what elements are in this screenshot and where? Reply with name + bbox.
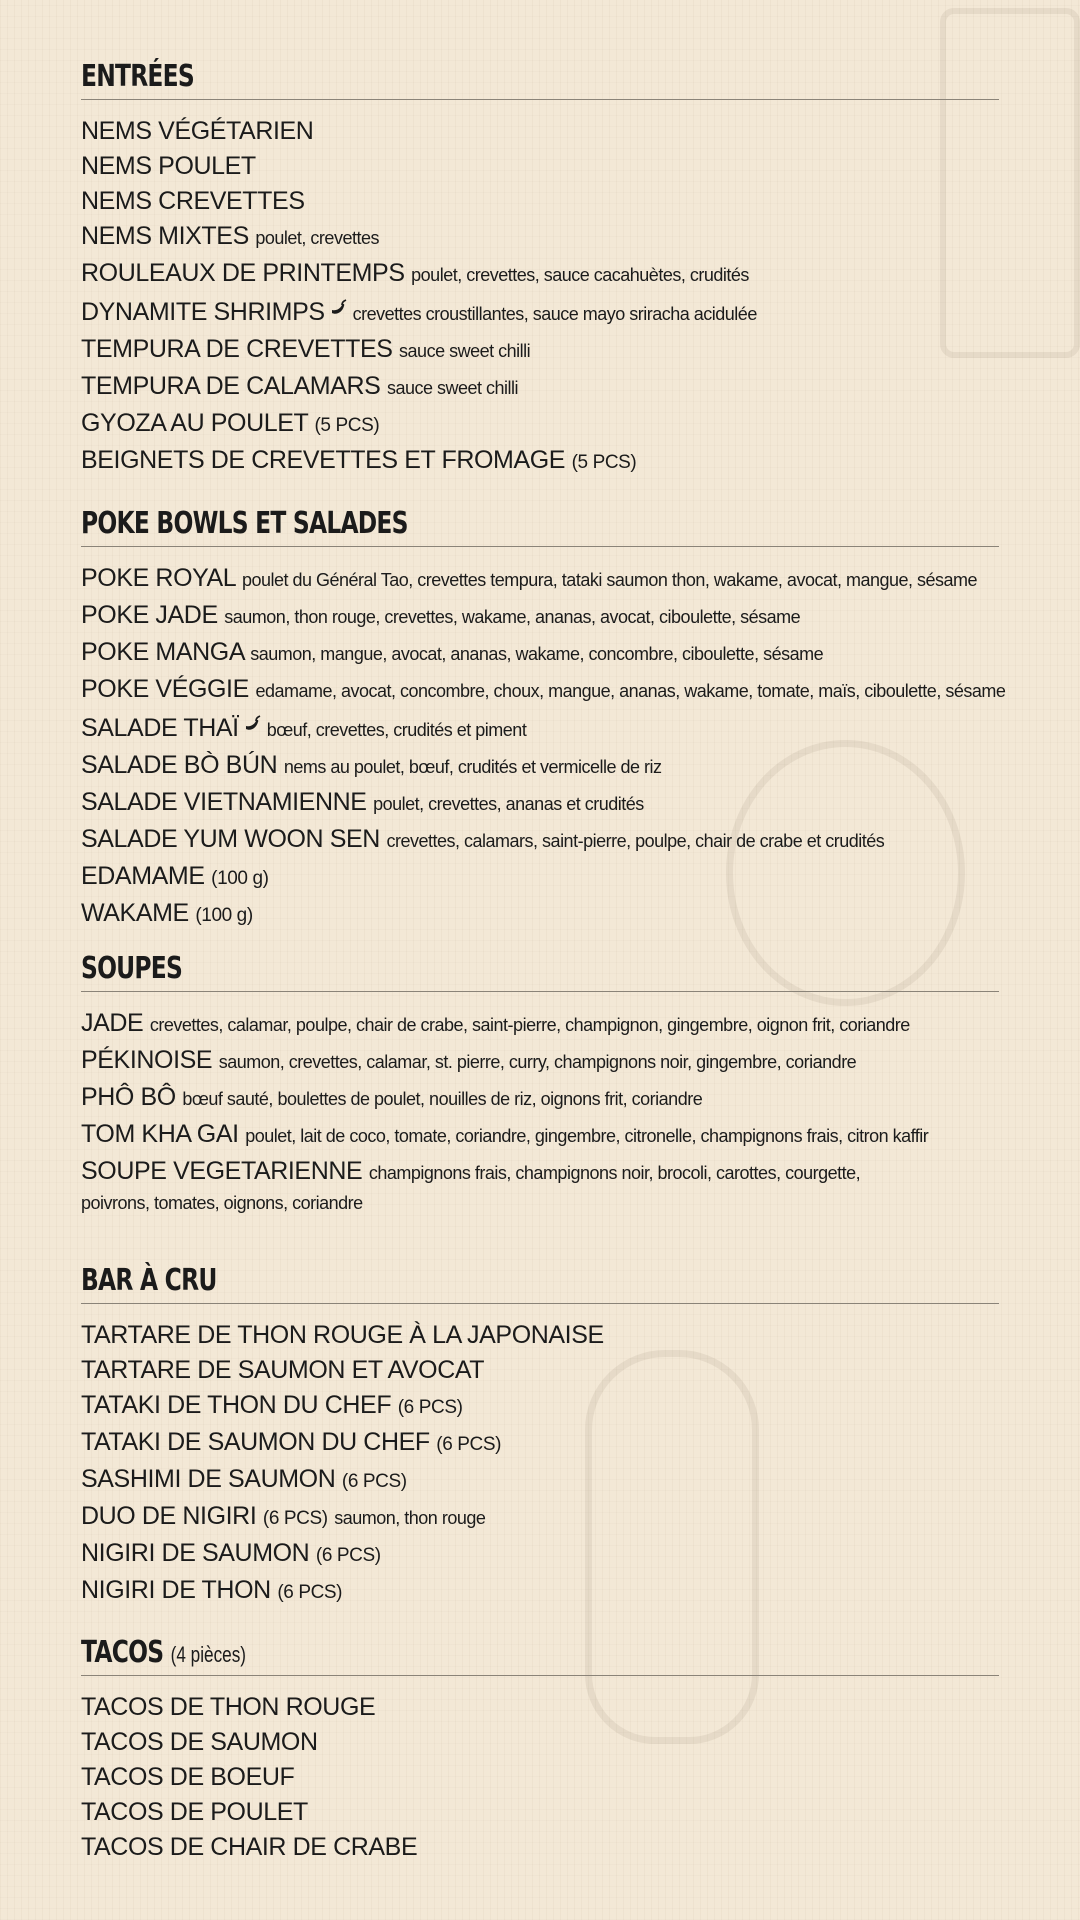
menu-item: [81, 748, 999, 785]
section-title: SOUPES: [81, 951, 183, 986]
menu-item-name: ROULEAUX DE PRINTEMPS: [81, 259, 405, 287]
menu-item-name: SALADE BÒ BÚN: [81, 751, 278, 779]
menu-item: [81, 1043, 999, 1080]
menu-item-name: POKE VÉGGIE: [81, 675, 249, 703]
menu-item-name: POKE MANGA: [81, 638, 244, 666]
menu-list: [81, 114, 999, 480]
menu-item: [81, 1462, 999, 1499]
menu-item-description: saumon, crevettes, calamar, st. pierre, curry, champignons noir, gingembre, coriandre: [218, 1052, 857, 1072]
menu-item: [81, 1725, 999, 1760]
menu-item-name: DYNAMITE SHRIMPS: [81, 298, 325, 326]
menu-item: [81, 1154, 999, 1191]
menu-item-name: NIGIRI DE SAUMON: [81, 1539, 310, 1567]
menu-list: [81, 1690, 999, 1865]
menu-item-quantity: (6 PCS): [262, 1508, 328, 1529]
menu-item-description: saumon, mangue, avocat, ananas, wakame, concombre, ciboulette, sésame: [250, 644, 824, 664]
section-title-text: TACOS: [81, 1635, 164, 1670]
menu-item-description: poulet, lait de coco, tomate, coriandre, gingembre, citronelle, champignons frais, citron kaffir: [245, 1126, 929, 1146]
menu-item: [81, 785, 999, 822]
menu-item-name: TOM KHA GAI: [81, 1120, 239, 1148]
menu-item: [81, 1318, 999, 1353]
section-title: [81, 1634, 797, 1672]
menu-item-quantity: (6 PCS): [397, 1397, 463, 1418]
menu-item: [81, 1080, 999, 1117]
menu-item-name: TATAKI DE THON DU CHEF: [81, 1391, 392, 1419]
menu-item-name: TACOS DE THON ROUGE: [81, 1693, 376, 1721]
menu-item: [81, 1425, 999, 1462]
menu-item-description: champignons frais, champignons noir, brocoli, carottes, courgette,: [368, 1163, 861, 1183]
menu-item-name: TACOS DE CHAIR DE CRABE: [81, 1833, 418, 1861]
section-title: BAR À CRU: [81, 1263, 217, 1298]
section-title-note: (4 pièces): [170, 1642, 246, 1667]
menu-item-quantity: (5 PCS): [314, 415, 380, 436]
menu-item-description: crevettes, calamars, saint-pierre, poulpe, chair de crabe et crudités: [386, 831, 885, 851]
item-description-continued: poivrons, tomates, oignons, coriandre: [81, 1193, 363, 1213]
menu-item: [81, 709, 999, 748]
menu-item-description: poulet, crevettes: [255, 228, 379, 248]
menu-item: [81, 443, 999, 480]
menu-item-name: SALADE THAÏ: [81, 714, 239, 742]
menu-item: [81, 1536, 999, 1573]
section-divider: [81, 1675, 999, 1676]
menu-item-name: SASHIMI DE SAUMON: [81, 1465, 336, 1493]
menu-item: [81, 256, 999, 293]
chili-pepper-icon: [329, 293, 349, 313]
menu-item-name: POKE JADE: [81, 601, 218, 629]
section-soupes: [81, 950, 999, 1215]
section-tacos: [81, 1634, 999, 1865]
menu-item: [81, 1760, 999, 1795]
menu-item: [81, 1690, 999, 1725]
menu-item-quantity: (6 PCS): [341, 1471, 407, 1492]
menu-item-name: DUO DE NIGIRI: [81, 1502, 257, 1530]
menu-item-description: poulet du Général Tao, crevettes tempura, tataki saumon thon, wakame, avocat, mangue, sésame: [241, 570, 978, 590]
menu-item-name: TACOS DE BOEUF: [81, 1763, 295, 1791]
menu-item-name: WAKAME: [81, 899, 189, 927]
section-poke-bowls: [81, 505, 1006, 933]
menu-item: [81, 1573, 999, 1610]
menu-item: [81, 1499, 999, 1536]
menu-item: [81, 219, 999, 256]
menu-list: [81, 561, 1006, 933]
menu-item-name: SOUPE VEGETARIENNE: [81, 1157, 363, 1185]
menu-item: [81, 293, 999, 332]
menu-item-description: poulet, crevettes, ananas et crudités: [373, 794, 644, 814]
menu-item-description: crevettes croustillantes, sauce mayo sriracha acidulée: [352, 304, 757, 324]
menu-item: [81, 1830, 999, 1865]
menu-item-quantity: (100 g): [195, 905, 253, 926]
menu-item-name: EDAMAME: [81, 862, 205, 890]
menu-item-name: SALADE VIETNAMIENNE: [81, 788, 367, 816]
menu-item-name: NIGIRI DE THON: [81, 1576, 271, 1604]
menu-item: [81, 1117, 999, 1154]
menu-item: [81, 1795, 999, 1830]
section-divider: [81, 99, 999, 100]
menu-item: [81, 1353, 999, 1388]
menu-item-name: POKE ROYAL: [81, 564, 236, 592]
menu-item-description: edamame, avocat, concombre, choux, mangue, ananas, wakame, tomate, maïs, ciboulette, sésame: [255, 681, 1006, 701]
menu-item-name: PHÔ BÔ: [81, 1083, 176, 1111]
menu-item: [81, 149, 999, 184]
menu-item: [81, 406, 999, 443]
menu-item-description: saumon, thon rouge: [334, 1508, 486, 1528]
menu-item-name: GYOZA AU POULET: [81, 409, 308, 437]
menu-list: [81, 1006, 999, 1191]
section-bar-a-cru: [81, 1262, 999, 1610]
menu-item-description: sauce sweet chilli: [399, 341, 531, 361]
menu-item-description: poulet, crevettes, sauce cacahuètes, crudités: [411, 265, 749, 285]
menu-item-name: JADE: [81, 1009, 144, 1037]
section-divider: [81, 991, 999, 992]
section-title: ENTRÉES: [81, 59, 194, 94]
menu-item-quantity: (5 PCS): [571, 452, 637, 473]
menu-item-quantity: (6 PCS): [436, 1434, 502, 1455]
menu-item: [81, 635, 999, 672]
menu-item: [81, 1006, 999, 1043]
menu-item: [81, 598, 999, 635]
menu-item-name: TARTARE DE THON ROUGE À LA JAPONAISE: [81, 1321, 604, 1349]
menu-item: [81, 114, 999, 149]
menu-item-name: NEMS MIXTES: [81, 222, 249, 250]
menu-item-description: nems au poulet, bœuf, crudités et vermicelle de riz: [283, 757, 662, 777]
menu-item-description: crevettes, calamar, poulpe, chair de crabe, saint-pierre, champignon, gingembre, oignon frit, coriandre: [149, 1015, 910, 1035]
menu-item: [81, 1388, 999, 1425]
menu-item: [81, 822, 999, 859]
menu-item-name: SALADE YUM WOON SEN: [81, 825, 380, 853]
menu-item-name: NEMS POULET: [81, 152, 256, 180]
menu-item: [81, 896, 999, 933]
menu-item: [81, 369, 999, 406]
menu-item-name: TEMPURA DE CALAMARS: [81, 372, 381, 400]
menu-item-name: TARTARE DE SAUMON ET AVOCAT: [81, 1356, 485, 1384]
menu-item-name: TATAKI DE SAUMON DU CHEF: [81, 1428, 430, 1456]
menu-item-description: bœuf, crevettes, crudités et piment: [266, 720, 527, 740]
menu-item-name: NEMS VÉGÉTARIEN: [81, 117, 314, 145]
menu-item-name: NEMS CREVETTES: [81, 187, 305, 215]
section-entrees: [81, 58, 999, 480]
menu-item: [81, 332, 999, 369]
menu-item: [81, 672, 1006, 709]
menu-item-name: PÉKINOISE: [81, 1046, 213, 1074]
menu-item: [81, 859, 999, 896]
section-divider: [81, 1303, 999, 1304]
menu-list: [81, 1318, 999, 1610]
menu-item-description: saumon, thon rouge, crevettes, wakame, ananas, avocat, ciboulette, sésame: [224, 607, 801, 627]
menu-item-quantity: (6 PCS): [277, 1582, 343, 1603]
menu-item-quantity: (100 g): [211, 868, 269, 889]
menu-item-name: TEMPURA DE CREVETTES: [81, 335, 393, 363]
section-title: POKE BOWLS ET SALADES: [81, 506, 408, 541]
menu-item: [81, 561, 999, 598]
menu-item-description: sauce sweet chilli: [386, 378, 519, 398]
menu-item-name: BEIGNETS DE CREVETTES ET FROMAGE: [81, 446, 566, 474]
chili-pepper-icon: [243, 709, 263, 729]
section-divider: [81, 546, 999, 547]
menu-item-name: TACOS DE SAUMON: [81, 1728, 318, 1756]
menu-item-description: bœuf sauté, boulettes de poulet, nouilles de riz, oignons frit, coriandre: [182, 1089, 703, 1109]
menu-item: [81, 184, 999, 219]
menu-item-quantity: (6 PCS): [315, 1545, 381, 1566]
menu-item-name: TACOS DE POULET: [81, 1798, 308, 1826]
